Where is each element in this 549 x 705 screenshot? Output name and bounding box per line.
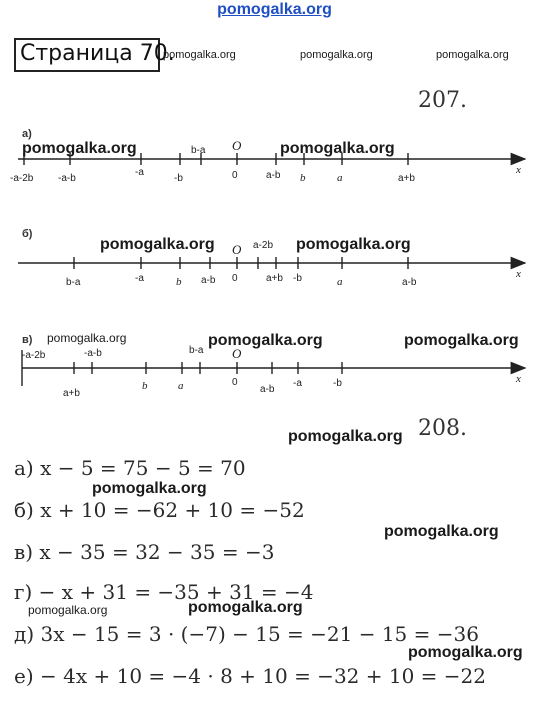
tick-label: a-2b: [253, 240, 274, 251]
origin-label: O: [232, 242, 242, 257]
tick-label: 0: [232, 170, 238, 181]
tick-label: -b: [174, 173, 183, 184]
tick-label: a: [337, 276, 343, 288]
watermark: pomogalka.org: [404, 332, 519, 349]
watermark: pomogalka.org: [384, 523, 499, 540]
equation-b: б) x + 10 = −62 + 10 = −52: [14, 498, 305, 522]
axis-name: x: [516, 164, 521, 176]
watermark: pomogalka.org: [188, 599, 303, 616]
watermark: pomogalka.org: [408, 644, 523, 661]
watermark: pomogalka.org: [163, 49, 236, 61]
page-title: Страница 70.: [20, 41, 175, 66]
part-label-b: б): [22, 228, 33, 240]
tick-label: a-b: [260, 384, 275, 395]
watermark: pomogalka.org: [47, 331, 127, 345]
number-line-b: [18, 240, 525, 288]
tick-label: a: [178, 380, 184, 392]
watermark: pomogalka.org: [100, 236, 215, 253]
tick-label: a: [337, 172, 343, 184]
tick-label: b: [300, 172, 306, 184]
tick-label: a-b: [266, 170, 281, 181]
watermark: pomogalka.org: [28, 603, 108, 617]
part-label-c: в): [22, 334, 33, 346]
tick-label: -a: [135, 273, 144, 284]
axis-name: x: [516, 373, 521, 385]
tick-label: a+b: [266, 273, 283, 284]
tick-label: a-b: [402, 277, 417, 288]
watermark: pomogalka.org: [300, 49, 373, 61]
watermark: pomogalka.org: [288, 428, 403, 445]
number-line-c: [22, 345, 525, 399]
equation-e: д) 3x − 15 = 3 · (−7) − 15 = −21 − 15 = −36: [14, 622, 479, 646]
tick-label: -a-b: [84, 348, 102, 359]
equation-a: а) x − 5 = 75 − 5 = 70: [14, 456, 246, 480]
watermark: pomogalka.org: [436, 49, 509, 61]
tick-label: b: [142, 380, 148, 392]
tick-label: b-a: [189, 345, 204, 356]
task-number-207: 207.: [418, 88, 467, 113]
tick-label: -a-2b: [10, 173, 34, 184]
tick-label: b-a: [66, 277, 81, 288]
watermark: pomogalka.org: [280, 140, 395, 157]
equation-c: в) x − 35 = 32 − 35 = −3: [14, 540, 275, 564]
watermark: pomogalka.org: [92, 480, 207, 497]
axis-name: x: [516, 268, 521, 280]
tick-label: a+b: [63, 388, 80, 399]
watermark: pomogalka.org: [208, 332, 323, 349]
tick-label: a+b: [398, 173, 415, 184]
tick-label: -a-2b: [22, 350, 46, 361]
origin-label: O: [232, 138, 242, 153]
tick-label: -a: [135, 167, 144, 178]
watermark: pomogalka.org: [296, 236, 411, 253]
watermark: pomogalka.org: [22, 140, 137, 157]
equation-d: г) − x + 31 = −35 + 31 = −4: [14, 580, 314, 604]
tick-label: -a: [293, 378, 302, 389]
part-label-a: а): [22, 128, 32, 140]
tick-label: 0: [232, 377, 238, 388]
tick-label: b: [176, 276, 182, 288]
tick-label: a-b: [201, 275, 216, 286]
tick-label: -b: [293, 273, 302, 284]
tick-label: -a-b: [58, 173, 76, 184]
site-link[interactable]: pomogalka.org: [217, 1, 332, 18]
tick-label: -b: [333, 378, 342, 389]
origin-label: O: [232, 346, 242, 361]
tick-label: b-a: [191, 145, 206, 156]
equation-f: е) − 4x + 10 = −4 · 8 + 10 = −32 + 10 = −22: [14, 664, 486, 688]
task-number-208: 208.: [418, 416, 467, 441]
tick-label: 0: [232, 273, 238, 284]
